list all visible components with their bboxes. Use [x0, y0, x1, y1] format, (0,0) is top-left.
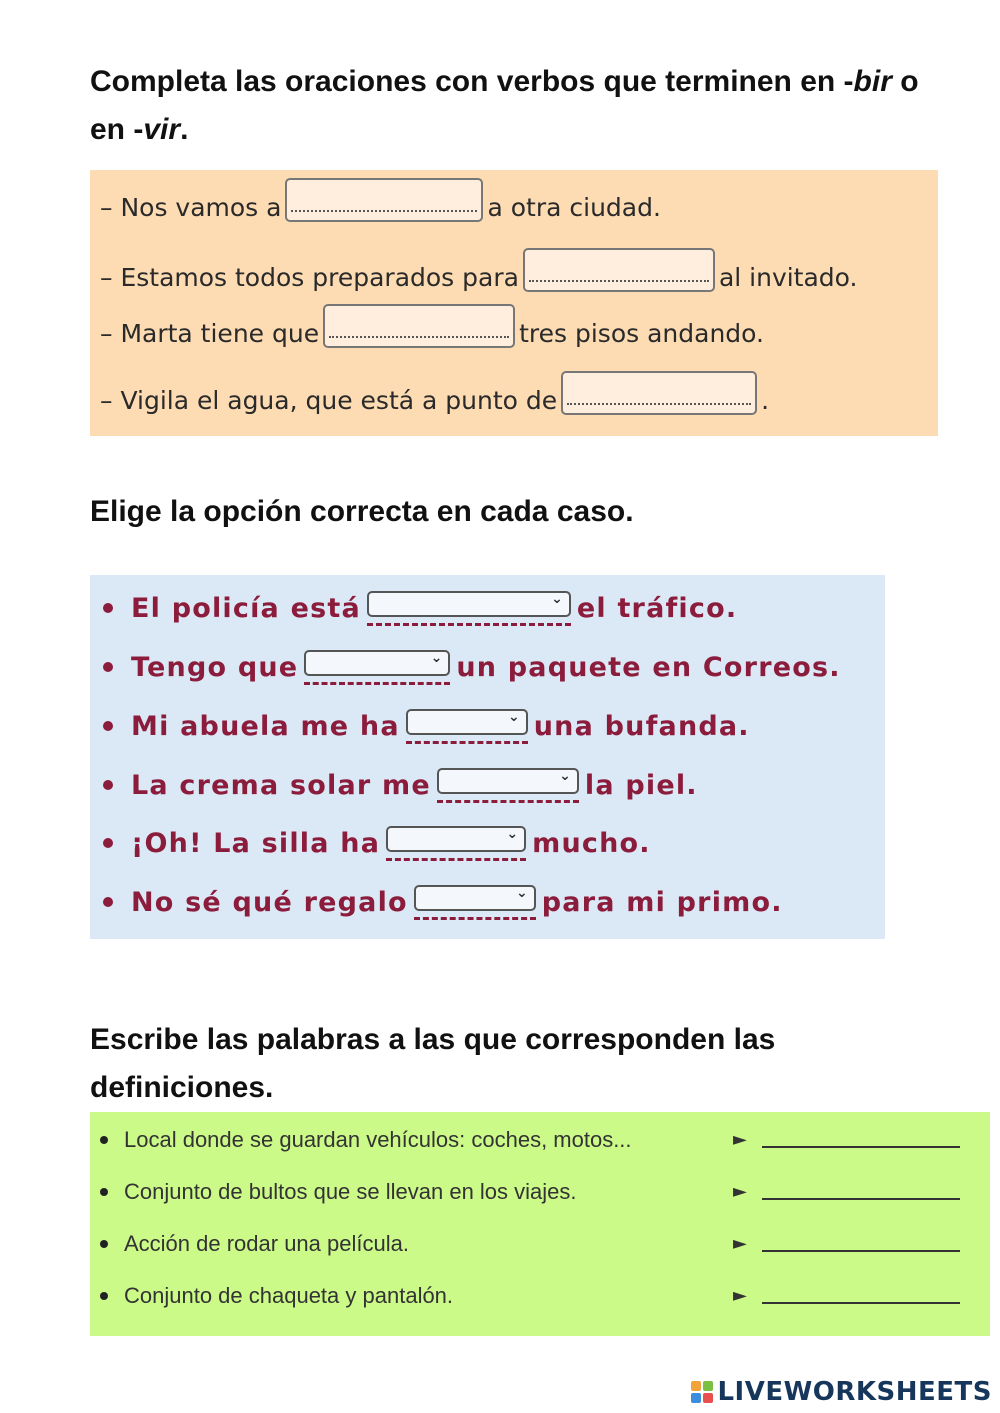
- answer-line-2[interactable]: [762, 1198, 960, 1200]
- arrow-right-icon: ►: [733, 1181, 747, 1202]
- definition-2: Conjunto de bultos que se llevan en los viajes.: [100, 1174, 577, 1210]
- s1-sentence-1: – Nos vamos a a otra ciudad.: [100, 182, 661, 222]
- answer-box-2[interactable]: [523, 248, 715, 292]
- chevron-down-icon: ⌄: [506, 825, 519, 842]
- chevron-down-icon: ⌄: [551, 590, 563, 607]
- s2-sentence-4: La crema solar me ⌄ la piel.: [103, 765, 698, 805]
- dropdown-6[interactable]: [414, 885, 536, 920]
- dropdown-5[interactable]: [386, 826, 526, 861]
- bullet-icon: [103, 662, 113, 672]
- dropdown-3[interactable]: [406, 709, 528, 744]
- section1-heading: Completa las oraciones con verbos que terminen en -bir o en -vir.: [90, 65, 919, 146]
- chevron-down-icon: ⌄: [508, 708, 520, 725]
- bullet-icon: [103, 780, 113, 790]
- liveworksheets-logo-icon: [691, 1381, 713, 1403]
- answer-box-4[interactable]: [561, 371, 757, 415]
- liveworksheets-brand: LIVEWORKSHEETS: [691, 1377, 992, 1407]
- s2-sentence-2: Tengo que ⌄ un paquete en Correos.: [103, 647, 841, 687]
- answer-box-1[interactable]: [285, 178, 483, 222]
- bullet-icon: [100, 1292, 108, 1300]
- bullet-icon: [103, 603, 113, 613]
- s2-sentence-5: ¡Oh! La silla ha ⌄ mucho.: [103, 823, 651, 863]
- s1-sentence-3: – Marta tiene que tres pisos andando.: [100, 308, 764, 348]
- chevron-down-icon: ⌄: [559, 767, 571, 784]
- s2-sentence-3: Mi abuela me ha ⌄ una bufanda.: [103, 706, 750, 746]
- section2-heading: Elige la opción correcta en cada caso.: [90, 495, 634, 528]
- s1-sentence-4: – Vigila el agua, que está a punto de .: [100, 375, 769, 415]
- bullet-icon: [103, 721, 113, 731]
- answer-line-4[interactable]: [762, 1302, 960, 1304]
- answer-box-3[interactable]: [323, 304, 515, 348]
- dropdown-1[interactable]: [367, 591, 571, 626]
- s2-sentence-1: El policía está ⌄ el tráfico.: [103, 588, 737, 628]
- bullet-icon: [100, 1136, 108, 1144]
- arrow-right-icon: ►: [733, 1233, 747, 1254]
- section3-heading: Escribe las palabras a las que corresponden las definiciones.: [90, 1023, 776, 1104]
- definition-4: Conjunto de chaqueta y pantalón.: [100, 1278, 453, 1314]
- definition-3: Acción de rodar una película.: [100, 1226, 409, 1262]
- bullet-icon: [103, 838, 113, 848]
- arrow-right-icon: ►: [733, 1285, 747, 1306]
- dropdown-4[interactable]: [437, 768, 579, 803]
- chevron-down-icon: ⌄: [516, 884, 528, 901]
- bullet-icon: [103, 897, 113, 907]
- dropdown-2[interactable]: [304, 650, 450, 685]
- s1-sentence-2: – Estamos todos preparados para al invitado.: [100, 252, 857, 292]
- answer-line-1[interactable]: [762, 1146, 960, 1148]
- arrow-right-icon: ►: [733, 1129, 747, 1150]
- answer-line-3[interactable]: [762, 1250, 960, 1252]
- chevron-down-icon: ⌄: [430, 649, 443, 666]
- definition-1: Local donde se guardan vehículos: coches, motos...: [100, 1122, 632, 1158]
- bullet-icon: [100, 1188, 108, 1196]
- bullet-icon: [100, 1240, 108, 1248]
- s2-sentence-6: No sé qué regalo ⌄ para mi primo.: [103, 882, 783, 922]
